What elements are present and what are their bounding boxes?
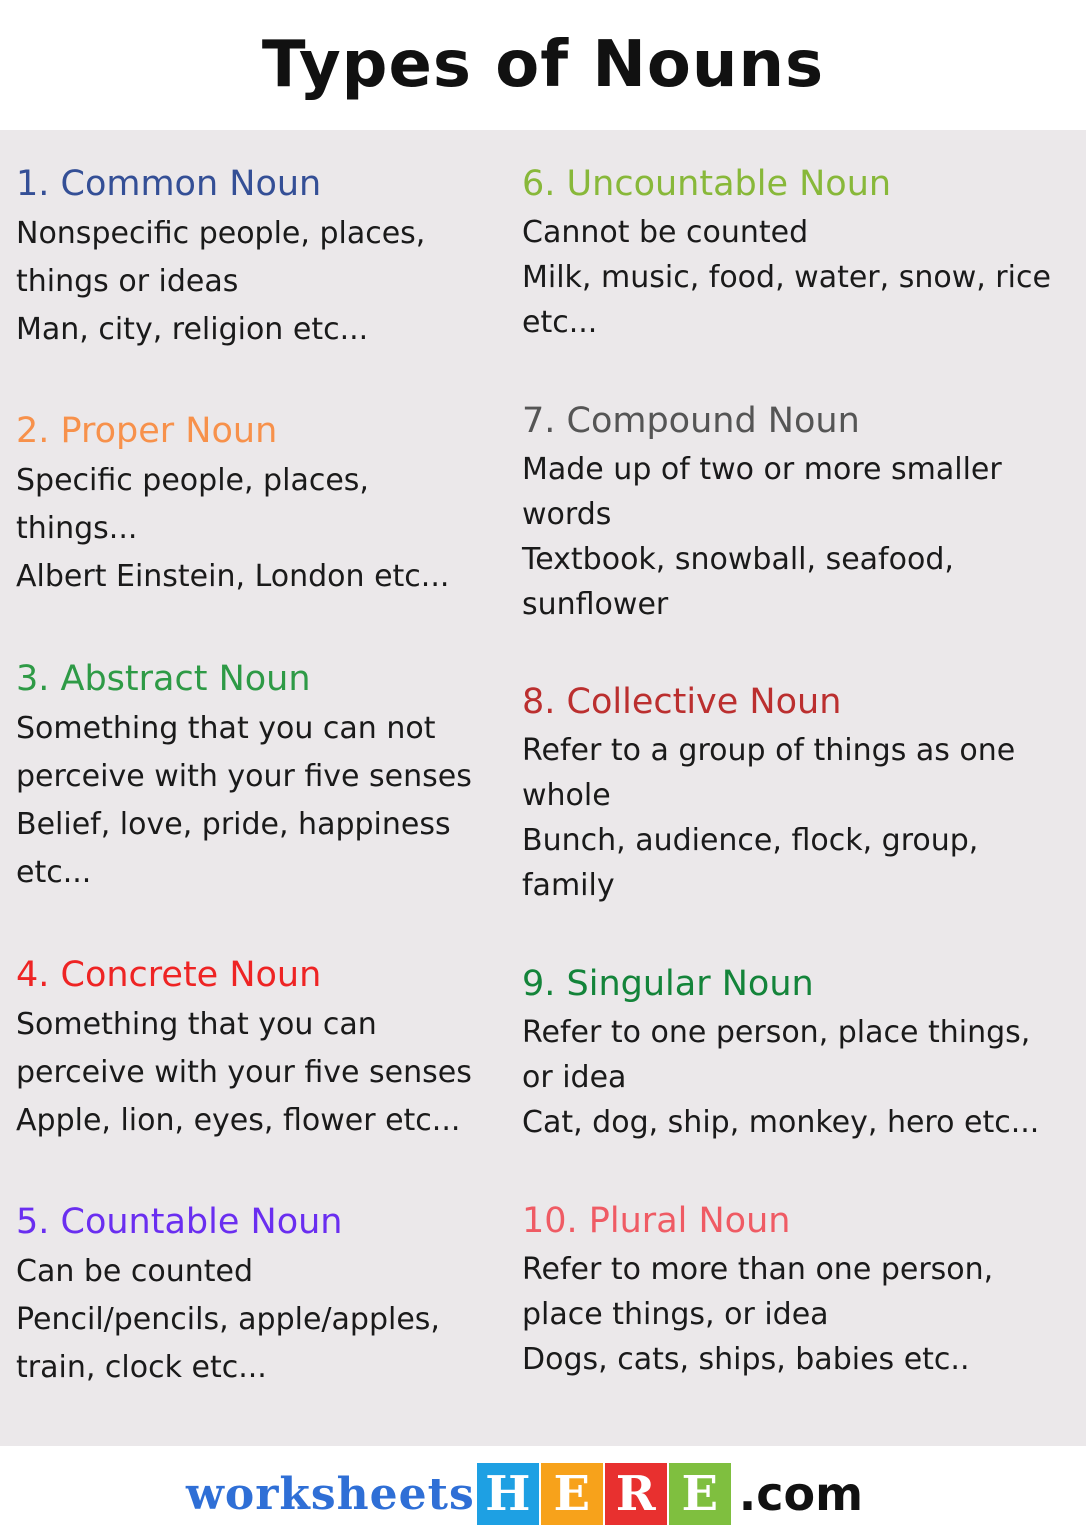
footer — [0, 1446, 1086, 1536]
noun-text: Specific people, places, things... Albert Einstein, London etc... — [16, 463, 450, 594]
noun-card-common — [16, 162, 511, 354]
noun-text: Made up of two or more smaller words Textbook, snowball, seafood, sunflower — [522, 452, 1002, 622]
noun-card-uncountable — [522, 162, 1072, 345]
logo-tile-h: H — [477, 1463, 539, 1525]
noun-heading: 4. Concrete Noun — [16, 955, 322, 995]
logo-tile-e2: E — [669, 1463, 731, 1525]
noun-card-concrete — [16, 953, 511, 1145]
nouns-panel — [0, 130, 1086, 1446]
noun-heading: 9. Singular Noun — [522, 964, 814, 1004]
noun-text: Cannot be counted Milk, music, food, water, snow, rice etc... — [522, 215, 1051, 340]
noun-text: Something that you can perceive with your five senses Apple, lion, eyes, flower etc... — [16, 1007, 472, 1138]
brand-dotcom: .com — [738, 1467, 864, 1521]
logo-tile-r: R — [605, 1463, 667, 1525]
noun-heading: 3. Abstract Noun — [16, 659, 311, 699]
noun-card-collective — [522, 680, 1072, 908]
noun-text: Refer to one person, place things, or idea Cat, dog, ship, monkey, hero etc... — [522, 1015, 1040, 1140]
noun-heading: 7. Compound Noun — [522, 401, 860, 441]
site-logo-link[interactable] — [186, 1462, 863, 1526]
noun-heading: 5. Countable Noun — [16, 1202, 343, 1242]
noun-card-abstract — [16, 657, 511, 897]
noun-text: Something that you can not perceive with your five senses Belief, love, pride, happiness etc... — [16, 711, 472, 890]
noun-card-countable — [16, 1200, 511, 1392]
noun-heading: 8. Collective Noun — [522, 682, 842, 722]
page-title: Types of Nouns — [261, 28, 825, 102]
noun-text: Refer to a group of things as one whole Bunch, audience, flock, group, family — [522, 733, 1016, 903]
logo-tile-e: E — [541, 1463, 603, 1525]
noun-card-singular — [522, 962, 1072, 1145]
noun-heading: 2. Proper Noun — [16, 411, 278, 451]
noun-heading: 6. Uncountable Noun — [522, 164, 892, 204]
brand-word: worksheets — [186, 1468, 475, 1520]
noun-heading: 10. Plural Noun — [522, 1201, 791, 1241]
noun-text: Refer to more than one person, place things, or idea Dogs, cats, ships, babies etc.. — [522, 1252, 994, 1377]
noun-card-proper — [16, 409, 511, 601]
noun-text: Can be counted Pencil/pencils, apple/apples, train, clock etc... — [16, 1254, 440, 1385]
noun-card-plural — [522, 1199, 1072, 1382]
noun-heading: 1. Common Noun — [16, 164, 322, 204]
noun-card-compound — [522, 399, 1072, 627]
noun-text: Nonspecific people, places, things or ideas Man, city, religion etc... — [16, 216, 426, 347]
